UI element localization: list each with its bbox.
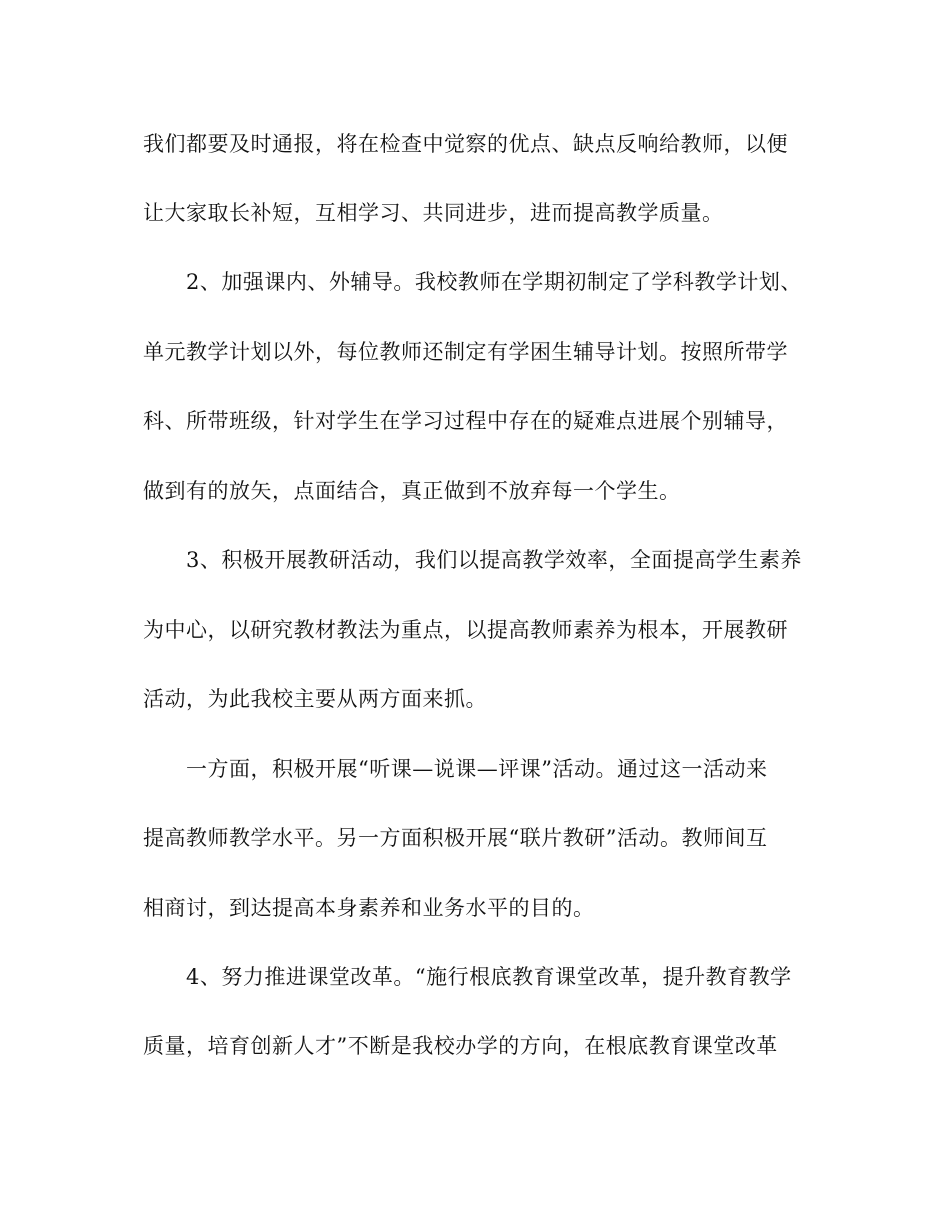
text-line: 提高教师教学水平。另一方面积极开展“联片教研”活动。教师间互 [143,826,768,850]
text-line: 质量，培育创新人才”不断是我校办学的方向，在根底教育课堂改革 [143,1034,778,1058]
paragraph-start-line: 2、加强课内、外辅导。我校教师在学期初制定了学科教学计划、 [186,270,802,294]
text-line: 相商讨，到达提高本身素养和业务水平的目的。 [143,896,595,920]
paragraph-start-line: 一方面，积极开展“听课—说课—评课”活动。通过这一活动来 [186,757,768,781]
text-line: 让大家取长补短，互相学习、共同进步，进而提高教学质量。 [143,201,724,225]
text-line: 活动，为此我校主要从两方面来抓。 [143,687,487,711]
text-line: 我们都要及时通报，将在检查中觉察的优点、缺点反响给教师，以便 [143,132,788,156]
paragraph-start-line: 4、努力推进课堂改革。“施行根底教育课堂改革，提升教育教学 [186,965,792,989]
paragraph-start-line: 3、积极开展教研活动，我们以提高教学效率，全面提高学生素养 [186,548,802,572]
text-line: 为中心，以研究教材教法为重点，以提高教师素养为根本，开展教研 [143,618,788,642]
text-line: 单元教学计划以外，每位教师还制定有学困生辅导计划。按照所带学 [143,340,788,364]
text-line: 科、所带班级，针对学生在学习过程中存在的疑难点进展个别辅导， [143,409,788,433]
text-line: 做到有的放矢，点面结合，真正做到不放弃每一个学生。 [143,479,681,503]
